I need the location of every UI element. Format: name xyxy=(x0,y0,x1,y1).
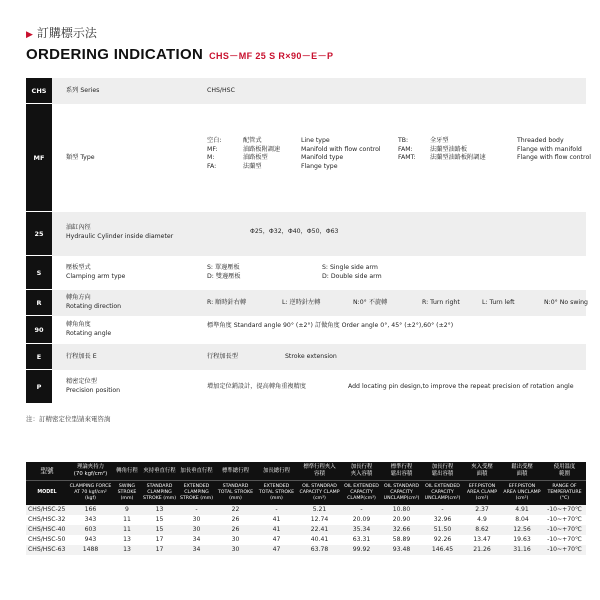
table-cell: -10~+70℃ xyxy=(543,545,586,555)
spec-label xyxy=(66,264,125,281)
table-cell: -10~+70℃ xyxy=(547,536,582,543)
en-col-header: STANDARD CLAMPING STROKE (mm) xyxy=(141,481,178,506)
table-cell: - xyxy=(422,505,463,515)
en-col-header: OIL EXTENDED CAPACITY UNCLAMP(cm³) xyxy=(422,481,463,506)
table-cell: 41 xyxy=(256,525,297,535)
option-en: Manifold type xyxy=(301,154,344,162)
option-zh: 油路板型 xyxy=(243,154,268,162)
option-en: Threaded body xyxy=(517,137,564,144)
table-cell: 99.92 xyxy=(342,545,381,555)
en-col-header: EFF.PISTON AREA CLAMP (cm²) xyxy=(463,481,501,506)
spec-row-arm xyxy=(26,256,586,290)
table-cell: 21.26 xyxy=(463,545,501,555)
type-option-keys-1 xyxy=(207,137,221,171)
triangle-marker-icon: ▶ xyxy=(26,30,33,40)
spec-row-bore xyxy=(26,212,586,256)
table-cell: - xyxy=(256,505,297,515)
table-row xyxy=(26,545,586,555)
table-header-zh xyxy=(26,462,586,481)
table-cell: 13 xyxy=(141,505,178,515)
option-zh: 法蘭型油路板附調速 xyxy=(430,154,486,162)
spec-value: Φ25，Φ32，Φ40，Φ50，Φ63 xyxy=(250,228,339,235)
table-cell: 30 xyxy=(231,536,240,543)
en-col-header: OIL STANDARD CAPACITY UNCLAMP(cm³) xyxy=(381,481,422,506)
table-cell: 4.9 xyxy=(477,516,487,523)
option-key: FAM: xyxy=(398,145,413,153)
table-body xyxy=(26,505,586,555)
zh-col-header: 使用溫度 範圍 xyxy=(543,462,586,481)
table-cell: 63.31 xyxy=(352,536,371,543)
table-cell: 30 xyxy=(192,516,201,523)
table-cell: 63.78 xyxy=(297,545,342,555)
order-code-example: CHS－MF 25 S R×90－E－P xyxy=(209,51,334,61)
option-en: Flange with flow control xyxy=(517,154,591,162)
model-cell: CHS/HSC-63 xyxy=(26,545,68,555)
table-cell: - xyxy=(178,505,215,515)
table-cell: 8.62 xyxy=(463,525,501,535)
spec-row-type xyxy=(26,104,591,212)
spec-value-en: Add locating pin design,to improve the repeat precision of rotation angle xyxy=(348,383,574,390)
zh-col-header: 加長行程 夾入容積 xyxy=(342,462,381,481)
table-cell: 47 xyxy=(256,545,297,555)
option-key: 空白: xyxy=(207,137,222,144)
zh-col-header: 標準行程夾入 容積 xyxy=(297,462,342,481)
spec-value-zh: 增加定位銷設計，提高轉角重複精度 xyxy=(207,383,306,390)
option-none-en: N:0° No swing xyxy=(544,299,588,306)
label-en: Rotating direction xyxy=(66,302,122,310)
table-cell: 15 xyxy=(155,516,164,523)
spec-code: E xyxy=(26,344,52,370)
zh-col-header: 轉角行程 xyxy=(113,462,141,481)
table-cell: 12.74 xyxy=(310,516,329,523)
table-cell: 5.21 xyxy=(297,505,342,515)
table-row xyxy=(26,515,586,525)
table-cell: 603 xyxy=(68,525,113,535)
model-cell: CHS/HSC-40 xyxy=(26,525,68,535)
spec-label: 類型 Type xyxy=(66,154,95,161)
table-cell: 34 xyxy=(178,545,215,555)
table-cell: 26 xyxy=(215,525,256,535)
table-cell: 146.45 xyxy=(422,545,463,555)
type-option-en-1 xyxy=(301,137,381,171)
en-col-header: EXTENDED TOTAL STROKE (mm) xyxy=(256,481,297,506)
option-en: Line type xyxy=(301,137,330,144)
spec-value-en: Stroke extension xyxy=(285,353,337,360)
spec-label xyxy=(66,224,173,241)
option-en: D: Double side arm xyxy=(322,272,382,280)
label-zh: 精密定位型 xyxy=(66,378,97,385)
option-en: Manifold with flow control xyxy=(301,145,381,153)
en-col-header: MODEL xyxy=(26,481,68,506)
table-cell: -10~+70℃ xyxy=(547,516,582,523)
option-key: TB: xyxy=(398,137,409,144)
spec-code: MF xyxy=(26,104,52,212)
model-cell: CHS/HSC-25 xyxy=(26,505,68,515)
type-option-zh-1 xyxy=(243,137,280,171)
spec-row-extension xyxy=(26,344,586,370)
spec-label xyxy=(66,378,120,395)
label-zh: 壓板型式 xyxy=(66,264,91,271)
spec-value-zh: 行程加長型 xyxy=(207,353,238,360)
table-cell: 17 xyxy=(141,545,178,555)
label-en: Rotating angle xyxy=(66,329,112,337)
table-cell: 34 xyxy=(192,536,201,543)
spec-table xyxy=(26,462,586,555)
option-key: M: xyxy=(207,154,215,162)
zh-col-header: 標準行程 鬆出容積 xyxy=(381,462,422,481)
spec-code: S xyxy=(26,256,52,290)
table-cell: 10.80 xyxy=(381,505,422,515)
option-zh: 法蘭型 xyxy=(243,162,262,170)
option-right-en: R: Turn right xyxy=(422,299,460,306)
section-heading-en xyxy=(26,44,333,63)
zh-col-header: 型號 xyxy=(26,462,68,481)
arm-options-en xyxy=(322,264,382,281)
table-cell: 11 xyxy=(113,525,141,535)
table-cell: 13.47 xyxy=(473,536,491,543)
table-cell: -10~+70℃ xyxy=(543,505,586,515)
table-cell: 35.34 xyxy=(342,525,381,535)
label-en: Hydraulic Cylinder inside diameter xyxy=(66,232,174,240)
table-cell: 30 xyxy=(215,545,256,555)
table-cell: 8.04 xyxy=(515,516,529,523)
option-right-zh: R: 順時針右轉 xyxy=(207,299,247,306)
spec-label: 系列 Series xyxy=(66,87,100,94)
table-cell: 13 xyxy=(123,536,131,543)
ordering-spec-grid xyxy=(26,78,591,404)
spec-row-series xyxy=(26,78,586,104)
table-cell: 31.16 xyxy=(501,545,543,555)
zh-col-header: 夾入受壓 面積 xyxy=(463,462,501,481)
table-cell: 166 xyxy=(68,505,113,515)
footnote: 注：訂精密定位型請來電咨詢 xyxy=(26,415,111,423)
table-cell: 12.56 xyxy=(501,525,543,535)
table-cell: 20.09 xyxy=(352,516,371,523)
label-zh: 轉角方向 xyxy=(66,294,91,301)
spec-value: 標準角度 Standard angle 90° (±2°) 訂做角度 Order angle 0°, 45° (±2°),60° (±2°) xyxy=(207,322,454,329)
table-cell: 4.91 xyxy=(501,505,543,515)
option-zh: 法蘭型油路板 xyxy=(430,145,468,153)
spec-code: 90 xyxy=(26,316,52,344)
heading-en-text: ORDERING INDICATION xyxy=(26,46,204,63)
label-en: Precision position xyxy=(66,386,121,394)
zh-col-header: 加長垂直行程 xyxy=(178,462,215,481)
table-cell: 19.63 xyxy=(513,536,531,543)
en-col-header: EFF.PISTON AREA UNCLAMP (cm²) xyxy=(501,481,543,506)
option-zh: 全牙型 xyxy=(430,137,449,144)
table-cell: 13 xyxy=(113,545,141,555)
table-cell: 51.50 xyxy=(422,525,463,535)
table-cell: 32.96 xyxy=(433,516,452,523)
option-en: Flange type xyxy=(301,162,338,170)
table-cell: 20.90 xyxy=(392,516,411,523)
en-col-header: SWING STROKE (mm) xyxy=(113,481,141,506)
option-key: FA: xyxy=(207,162,217,170)
table-cell: 1488 xyxy=(68,545,113,555)
en-col-header: EXTENDED CLAMPING STROKE (mm) xyxy=(178,481,215,506)
option-none-zh: N:0° 不旋轉 xyxy=(353,299,388,306)
table-cell: - xyxy=(342,505,381,515)
spec-value: CHS/HSC xyxy=(207,87,235,94)
table-cell: 92.26 xyxy=(433,536,452,543)
zh-col-header: 加長行程 鬆出容積 xyxy=(422,462,463,481)
arm-options-zh xyxy=(207,264,241,281)
table-cell: 47 xyxy=(272,536,281,543)
option-key: MF: xyxy=(207,145,218,153)
type-option-en-2 xyxy=(517,137,591,163)
option-zh: 油路板附調速 xyxy=(243,145,281,153)
table-row xyxy=(26,505,586,515)
table-cell: 943 xyxy=(84,536,97,543)
model-cell: CHS/HSC-50 xyxy=(28,536,66,543)
option-zh: 配管式 xyxy=(243,137,262,144)
spec-label: 行程加長 E xyxy=(66,353,97,360)
spec-code: P xyxy=(26,370,52,404)
spec-code: 25 xyxy=(26,212,52,256)
table-cell: 32.66 xyxy=(381,525,422,535)
option-en: Flange with manifold xyxy=(517,145,582,153)
table-cell: 26 xyxy=(231,516,240,523)
table-cell: 93.48 xyxy=(381,545,422,555)
table-row xyxy=(26,525,586,535)
table-cell: 9 xyxy=(113,505,141,515)
option-left-zh: L: 逆時針左轉 xyxy=(282,299,321,306)
table-header-en xyxy=(26,481,586,506)
section-heading-zh xyxy=(26,24,97,41)
option-en: S: Single side arm xyxy=(322,264,378,271)
zh-col-header: 夾持垂直行程 xyxy=(141,462,178,481)
option-left-en: L: Turn left xyxy=(482,299,515,306)
table-row xyxy=(26,535,586,545)
table-cell: 40.41 xyxy=(310,536,329,543)
type-option-keys-2 xyxy=(398,137,416,163)
spec-code: R xyxy=(26,290,52,316)
table-cell: 22 xyxy=(215,505,256,515)
zh-col-header: 鬆出受壓 面積 xyxy=(501,462,543,481)
table-cell: 343 xyxy=(84,516,97,523)
label-zh: 轉角角度 xyxy=(66,321,91,328)
heading-zh-text: 訂購標示法 xyxy=(36,26,97,40)
table-cell: 41 xyxy=(272,516,281,523)
table-cell: 30 xyxy=(178,525,215,535)
en-col-header: OIL STANDRAD CAPACITY CLAMP (cm³) xyxy=(297,481,342,506)
zh-col-header: 標準總行程 xyxy=(215,462,256,481)
table-cell: 17 xyxy=(155,536,164,543)
spec-row-angle xyxy=(26,316,586,344)
spec-label xyxy=(66,294,121,311)
option-key: FAMT: xyxy=(398,154,416,162)
zh-col-header: 加長總行程 xyxy=(256,462,297,481)
model-cell: CHS/HSC-32 xyxy=(28,516,66,523)
en-col-header: CLAMPING FORCE AT 70 kgf/cm² (kgf) xyxy=(68,481,113,506)
type-option-zh-2 xyxy=(430,137,486,163)
spec-row-position xyxy=(26,370,586,404)
spec-code: CHS xyxy=(26,78,52,104)
label-zh: 油缸內徑 xyxy=(66,224,91,231)
table-cell: 2.37 xyxy=(463,505,501,515)
en-col-header: RANGE OF TEMPERATURE (°C) xyxy=(543,481,586,506)
en-col-header: OIL EXTENDED CAPACITY CLAMP(cm³) xyxy=(342,481,381,506)
table-cell: -10~+70℃ xyxy=(543,525,586,535)
table-cell: 58.89 xyxy=(392,536,411,543)
table-cell: 11 xyxy=(123,516,131,523)
table-cell: 15 xyxy=(141,525,178,535)
spec-label xyxy=(66,321,111,338)
label-en: Clamping arm type xyxy=(66,272,126,280)
zh-col-header: 理論夾持力 (70 kgf/cm²) xyxy=(68,462,113,481)
spec-row-direction xyxy=(26,290,586,316)
option-zh: S: 單邊壓板 xyxy=(207,264,240,271)
table-cell: 22.41 xyxy=(297,525,342,535)
option-zh: D: 雙邊壓板 xyxy=(207,272,241,280)
en-col-header: STANDARD TOTAL STROKE (mm) xyxy=(215,481,256,506)
